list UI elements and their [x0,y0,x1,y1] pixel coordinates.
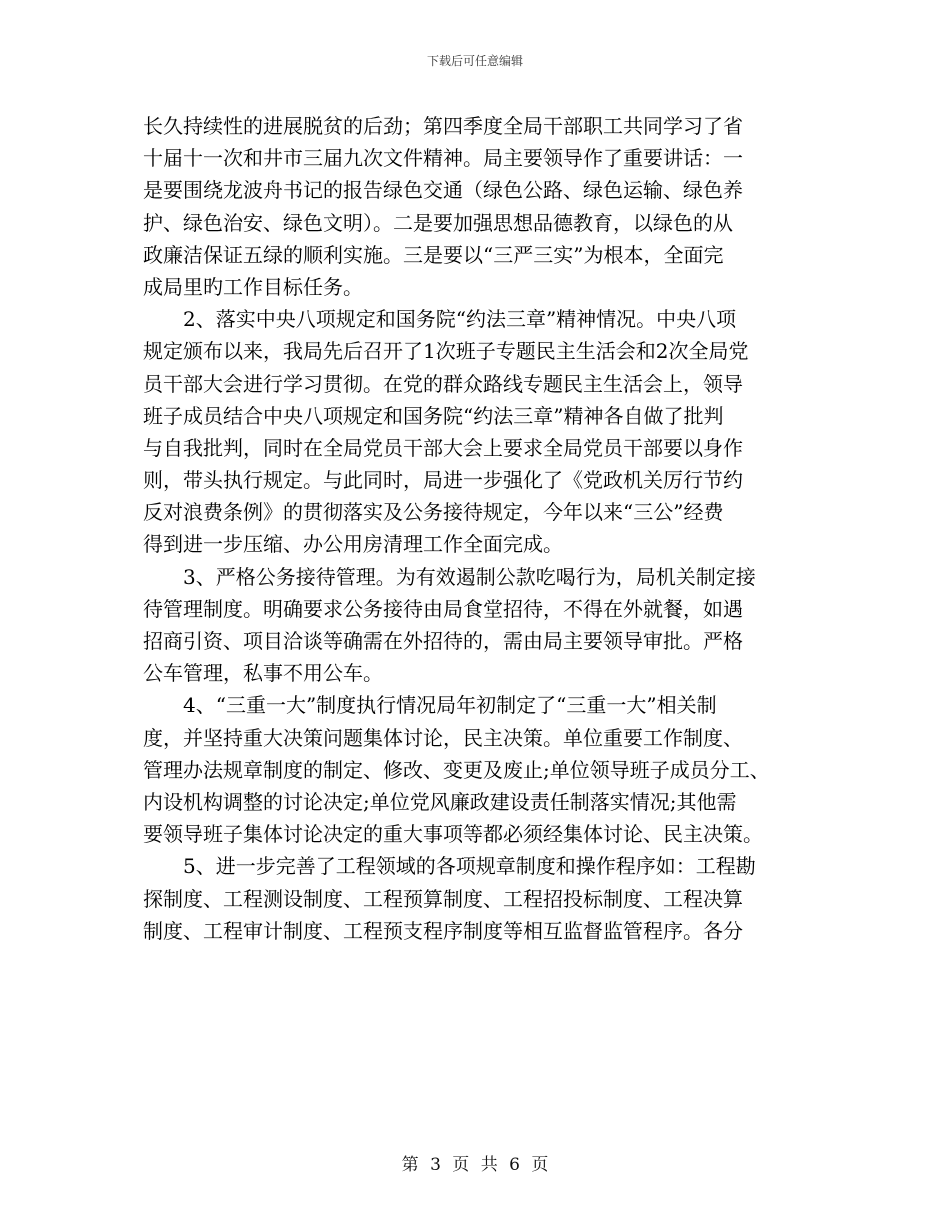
paragraph-start-line: 4、“三重一大”制度执行情况局年初制定了“三重一大”相关制 [183,693,717,718]
text-line: 班子成员结合中央八项规定和国务院“约法三章”精神各自做了批判 [143,403,724,428]
text-line: 成局里旳工作目标任务。 [143,274,363,299]
text-line: 探制度、工程测设制度、工程预算制度、工程招投标制度、工程决算 [143,886,743,911]
page-header: 下载后可任意编辑 [426,54,523,68]
text-line: 政廉洁保证五绿的顺利实施。三是要以“三严三实”为根本，全面完 [143,242,724,267]
page-number-footer: 第 3 页 共 6 页 [401,1155,549,1175]
text-line: 得到进一步压缩、办公用房清理工作全面完成。 [143,532,563,557]
paragraph-start-line: 2、落实中央八项规定和国务院“约法三章”精神情况。中央八项 [183,307,737,332]
text-line: 与自我批判，同时在全局党员干部大会上要求全局党员干部要以身作 [143,435,743,460]
text-line: 内设机构调整的讨论决定;单位党风廉政建设责任制落实情况;其他需 [143,789,737,814]
paragraph-start-line: 5、进一步完善了工程领域的各项规章制度和操作程序如：工程勘 [183,854,756,879]
text-line: 是要围绕龙波舟书记的报告绿色交通（绿色公路、绿色运输、绿色养 [143,178,743,203]
text-line: 规定颁布以来，我局先后召开了1次班子专题民主生活会和2次全局党 [143,339,749,364]
text-line: 管理办法规章制度的制定、修改、变更及废止;单位领导班子成员分工、 [143,757,770,782]
text-line: 十届十一次和井市三届九次文件精神。局主要领导作了重要讲话：一 [143,146,743,171]
text-line: 护、绿色治安、绿色文明）。二是要加强思想品德教育，以绿色的从 [143,210,733,235]
paragraph-start-line: 3、严格公务接待管理。为有效遏制公款吃喝行为，局机关制定接 [183,564,756,589]
text-line: 度，并坚持重大决策问题集体讨论，民主决策。单位重要工作制度、 [143,725,743,750]
text-line: 则，带头执行规定。与此同时，局进一步强化了《党政机关厉行节约 [143,468,743,493]
text-line: 长久持续性的进展脱贫的后劲；第四季度全局干部职工共同学习了省 [143,114,743,138]
text-line: 制度、工程审计制度、工程预支程序制度等相互监督监管程序。各分 [143,918,743,943]
text-line: 反对浪费条例》的贯彻落实及公务接待规定，今年以来“三公”经费 [143,500,724,525]
text-line: 员干部大会进行学习贯彻。在党的群众路线专题民主生活会上，领导 [143,371,743,396]
text-line: 待管理制度。明确要求公务接待由局食堂招待，不得在外就餐，如遇 [143,596,743,621]
text-line: 招商引资、项目洽谈等确需在外招待的，需由局主要领导审批。严格 [143,629,743,653]
document-body [143,110,823,947]
text-line: 公车管理，私事不用公车。 [143,661,383,686]
text-line: 要领导班子集体讨论决定的重大事项等都必须经集体讨论、民主决策。 [143,822,763,847]
